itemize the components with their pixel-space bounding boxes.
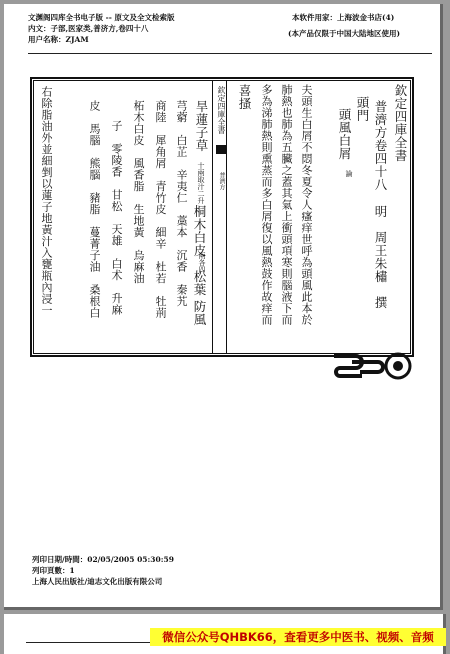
text-column: 欽定四庫全書 — [393, 84, 408, 162]
text-column: 桐木白皮 — [192, 205, 207, 257]
text-column: 旱蓮子草 — [194, 100, 209, 152]
text-column: 喜搔 — [237, 84, 252, 110]
header-notice: (本产品仅限于中国大陆地区使用) — [288, 29, 401, 38]
wechat-banner[interactable]: 微信公众号QHBK66，查看更多中医书、视频、音频 — [150, 628, 446, 646]
text-column: 柘木白皮 風香脂 生地黃 烏麻油 — [132, 100, 145, 284]
text-column: 芎藭 白芷 辛夷仁 藁本 沉香 秦艽 — [175, 100, 188, 307]
fold-title: 欽定四庫全書 — [217, 86, 226, 134]
text-column: 皮 馬腦 熊腦 豬脂 蔓菁子油 桑根白 — [88, 100, 101, 319]
text-column: 夫頭生白屑不悶冬夏令人瘙痒世呼為頭風此本於 — [300, 84, 313, 326]
text-column: 商陸 犀角屑 青竹皮 細辛 杜若 牡荊 — [154, 100, 167, 319]
header-content-path: 内文：子部,医家类,普济方,卷四十八 — [28, 24, 149, 33]
fishtail-mark — [216, 145, 226, 154]
text-column: 普濟方卷四十八 — [373, 100, 388, 191]
annotation-note: 十兩取汁二升 — [197, 162, 205, 204]
header-title: 文渊阁四库全书电子版 -- 原文及全文检索版 — [28, 13, 175, 22]
header-rule — [28, 53, 432, 54]
text-column: 子 零陵香 甘松 天雄 白术 升麻 — [110, 120, 123, 316]
text-column: 松葉 — [192, 270, 207, 296]
print-pages: 列印頁數：1 — [32, 566, 75, 575]
header-user: 用户名称：ZJAM — [28, 35, 89, 44]
annotation-note: 兩各四 — [198, 252, 206, 273]
text-column: 肺熱也肺為五臟之蓋其氣上衝頭項寒則腦液下而 — [280, 84, 293, 326]
print-date: 列印日期/時間：02/05/2005 05:30:59 — [32, 555, 174, 564]
text-column: 多為涕肺熱則熏蒸而多白屑復以風熱鼓作故痒而 — [260, 84, 273, 326]
header-right — [288, 12, 401, 39]
header-left — [28, 12, 174, 45]
text-column: 頭門 — [355, 96, 370, 122]
text-column: 明 周王朱橚 撰 — [373, 205, 388, 309]
text-column: 防風 — [192, 300, 207, 326]
text-column: 頭風白屑 — [337, 108, 352, 160]
column-divider — [212, 80, 213, 354]
publisher-logo — [330, 350, 412, 382]
header-licensee: 本软件用家：上海波金书店(4) — [292, 13, 395, 22]
publisher: 上海人民出版社/迪志文化出版有限公司 — [32, 577, 163, 586]
annotation-note: 論 — [345, 170, 353, 177]
text-column: 右除脂油外並細剉以蓮子地黃汁入甕瓶內浸一 — [40, 86, 53, 316]
fold-note: 普濟方 — [218, 172, 225, 190]
